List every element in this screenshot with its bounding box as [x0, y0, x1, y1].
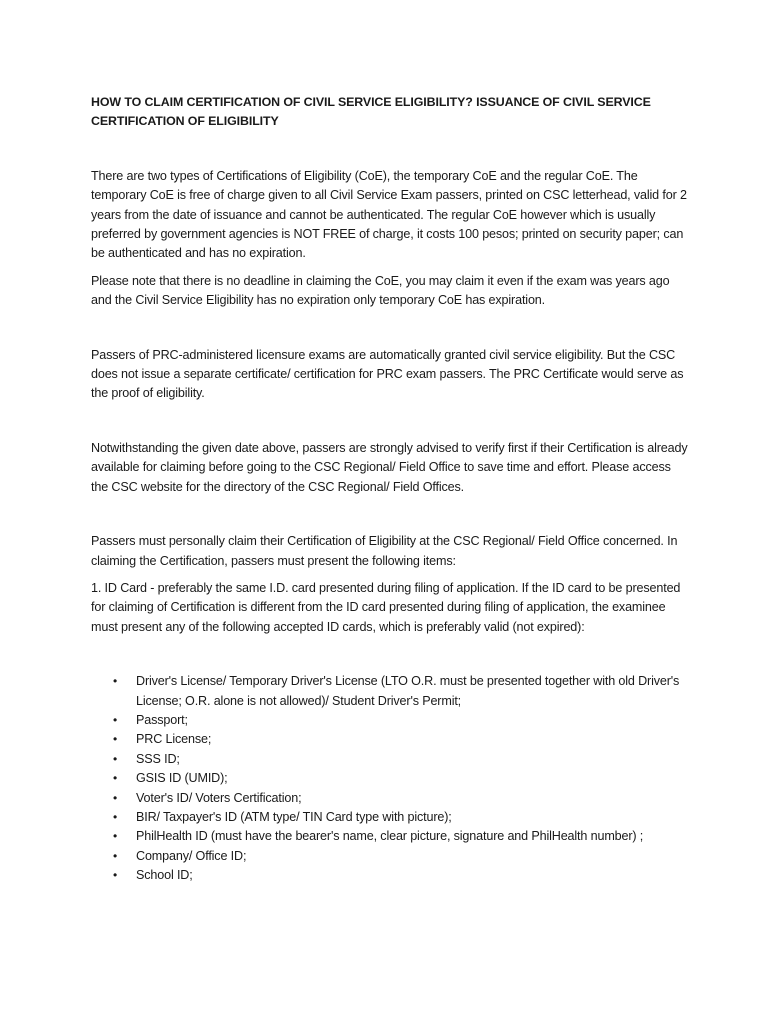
- bullet-icon: •: [113, 771, 118, 786]
- list-item: [113, 769, 691, 788]
- bullet-icon: •: [113, 732, 118, 747]
- bullet-icon: •: [113, 809, 118, 824]
- list-item: [113, 827, 691, 846]
- list-item-text: BIR/ Taxpayer's ID (ATM type/ TIN Card type with picture);: [136, 809, 452, 824]
- list-item: [113, 730, 691, 749]
- list-item: [113, 808, 691, 827]
- list-item: [113, 866, 691, 885]
- paragraph-prc-passers: Passers of PRC-administered licensure exams are automatically granted civil service eligibility. But the CSC does not issue a separate certificate/ certification for PRC exam passers. The PRC Certificate would serve as the proof of eligibility.: [91, 347, 684, 401]
- bullet-icon: •: [113, 712, 118, 727]
- list-item-text: PRC License;: [136, 732, 212, 747]
- bullet-icon: •: [113, 751, 118, 766]
- list-item-text: Driver's License/ Temporary Driver's License (LTO O.R. must be presented together with old Driver's License; O.R. alone is not allowed)/ Student Driver's Permit;: [136, 674, 680, 708]
- list-item: [113, 750, 691, 769]
- list-item-text: GSIS ID (UMID);: [136, 771, 228, 786]
- paragraph-verify-availability: Notwithstanding the given date above, passers are strongly advised to verify first if their Certification is already available for claiming before going to the CSC Regional/ Field Office to save time and effort. Please access the CSC website for the directory of the CSC Regional/ Field Offices.: [91, 440, 688, 494]
- bullet-icon: •: [113, 848, 118, 863]
- list-item-text: Passport;: [136, 712, 188, 727]
- paragraph-id-card: 1. ID Card - preferably the same I.D. card presented during filing of application. If the ID card to be presented for claiming of Certification is different from the ID card presented during filing of application, the examinee must present any of the following accepted ID cards, which is preferably valid (not expired):: [91, 580, 681, 634]
- list-item-text: Company/ Office ID;: [136, 848, 247, 863]
- list-item: [113, 847, 691, 866]
- document-title: HOW TO CLAIM CERTIFICATION OF CIVIL SERVICE ELIGIBILITY? ISSUANCE OF CIVIL SERVICE CERTIFICATION OF ELIGIBILITY: [91, 95, 651, 129]
- paragraph-no-deadline: Please note that there is no deadline in claiming the CoE, you may claim it even if the exam was years ago and the Civil Service Eligibility has no expiration only temporary CoE has expiration.: [91, 273, 670, 308]
- paragraph-coe-types: There are two types of Certifications of Eligibility (CoE), the temporary CoE and the regular CoE. The temporary CoE is free of charge given to all Civil Service Exam passers, printed on CSC letterhead, valid for 2 years from the date of issuance and cannot be authenticated. The regular CoE however which is usually preferred by government agencies is NOT FREE of charge, it costs 100 pesos; printed on security paper; can be authenticated and has no expiration.: [91, 168, 687, 261]
- bullet-icon: •: [113, 868, 118, 883]
- list-item-text: SSS ID;: [136, 751, 180, 766]
- list-item: [113, 789, 691, 808]
- bullet-icon: •: [113, 674, 118, 689]
- paragraph-claim-requirements: Passers must personally claim their Certification of Eligibility at the CSC Regional/ Field Office concerned. In claiming the Certification, passers must present the following items:: [91, 534, 678, 568]
- list-item: [113, 711, 691, 730]
- list-item: [113, 672, 691, 711]
- document-body: [91, 93, 691, 886]
- list-item-text: PhilHealth ID (must have the bearer's name, clear picture, signature and PhilHealth number) ;: [136, 829, 644, 844]
- list-item-text: School ID;: [136, 868, 193, 883]
- list-item-text: Voter's ID/ Voters Certification;: [136, 790, 302, 805]
- accepted-id-list: [91, 672, 691, 885]
- bullet-icon: •: [113, 829, 118, 844]
- bullet-icon: •: [113, 790, 118, 805]
